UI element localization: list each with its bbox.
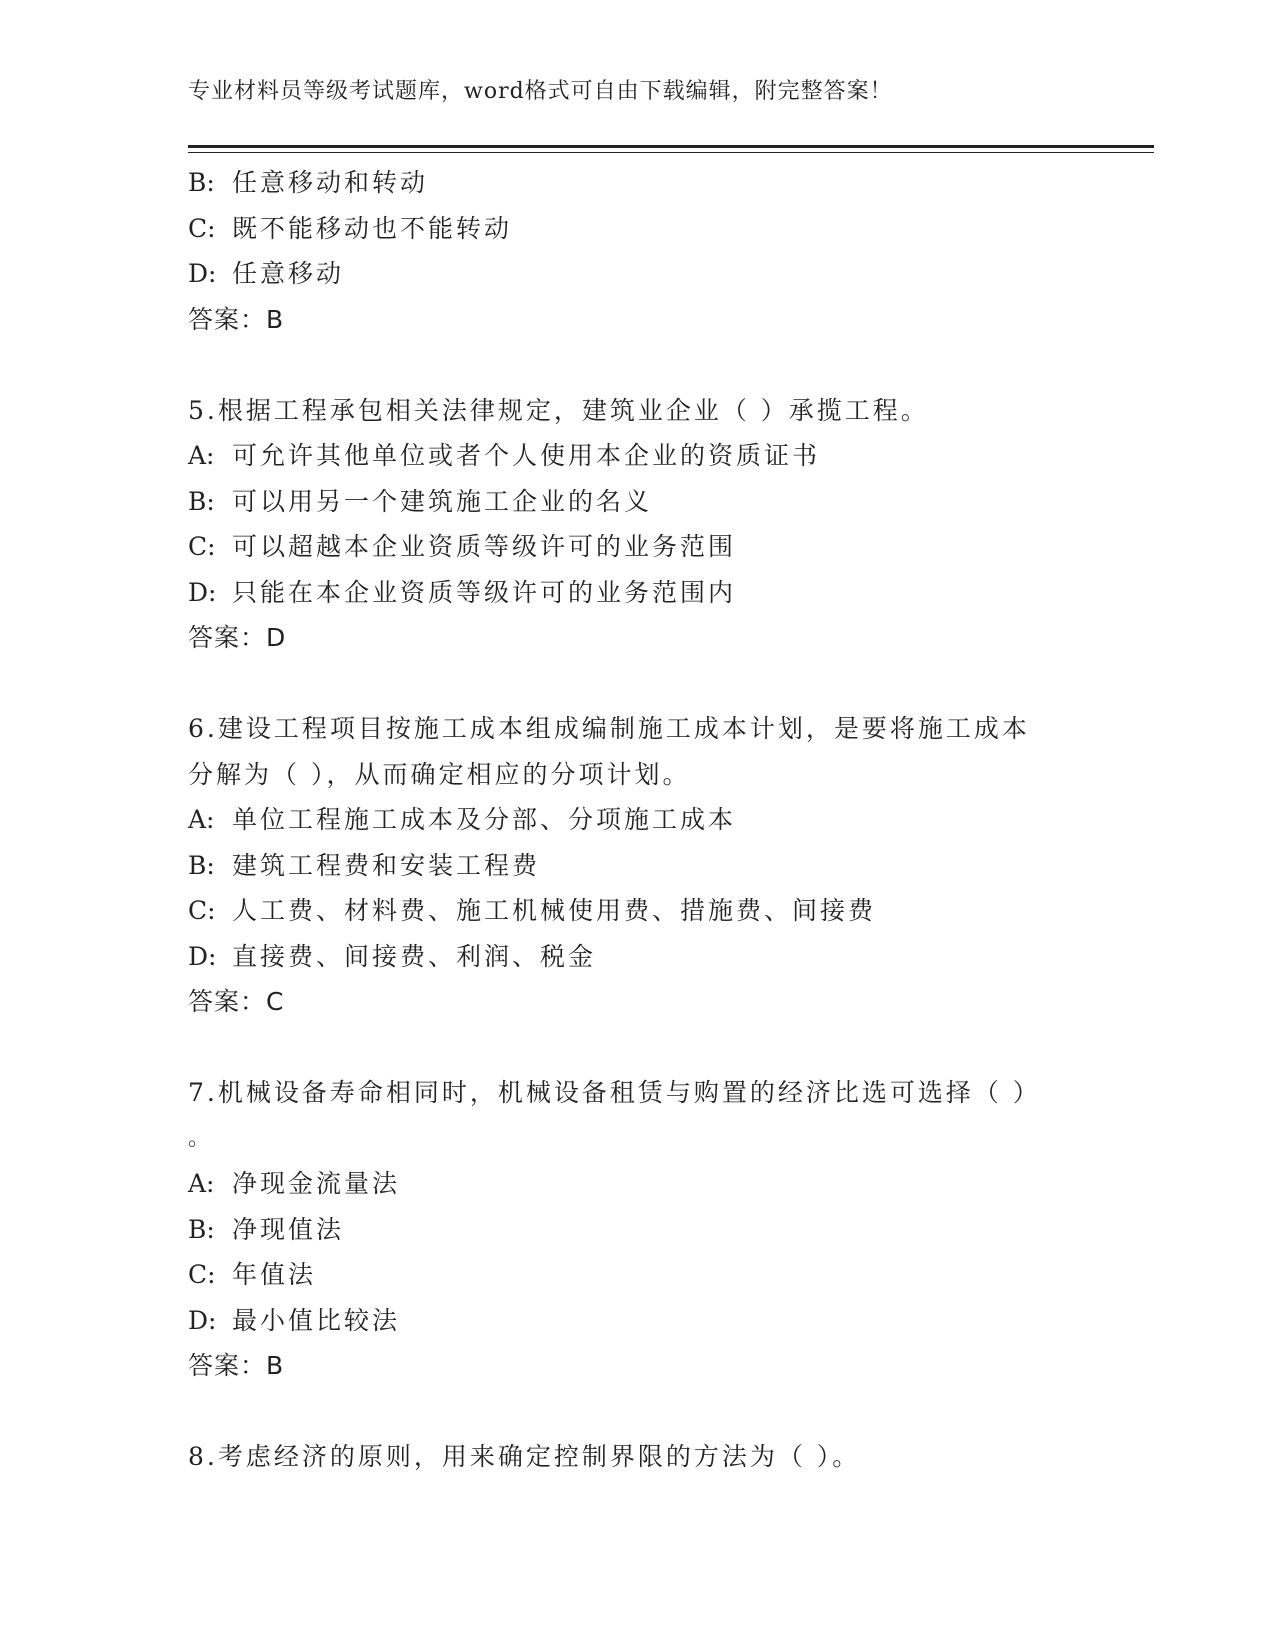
option-letter: B: [188, 486, 215, 516]
question-text-continued: 。 [188, 1125, 214, 1151]
option-letter: A: [188, 805, 215, 834]
question-text-continued: 分解为（ ），从而确定相应的分项计划。 [188, 759, 691, 789]
option-letter: A: [188, 1169, 215, 1198]
answer: 答案：B [188, 1351, 285, 1380]
option-text: 可以用另一个建筑施工企业的名义 [232, 486, 653, 516]
option-letter: B: [188, 168, 215, 197]
option-c [188, 1252, 1108, 1298]
option-b [188, 160, 1108, 206]
answer: 答案：B [188, 304, 285, 334]
question-text: 5.根据工程承包相关法律规定，建筑业企业（ ）承揽工程。 [188, 395, 929, 425]
option-b [188, 1207, 1108, 1253]
option-c [188, 524, 1108, 570]
option-text: 可以超越本企业资质等级许可的业务范围 [232, 532, 737, 561]
option-a [188, 797, 1108, 843]
option-text: 净现金流量法 [232, 1169, 401, 1198]
question-text: 7.机械设备寿命相同时，机械设备租赁与购置的经济比选可选择（ ） [188, 1078, 1041, 1107]
question-list [188, 160, 1108, 1480]
option-text: 最小值比较法 [232, 1305, 401, 1335]
option-letter: D: [188, 941, 217, 971]
answer: 答案：C [188, 987, 285, 1016]
question-block [188, 388, 1108, 661]
option-c [188, 206, 1108, 252]
option-text: 建筑工程费和安装工程费 [232, 850, 541, 880]
option-text: 任意移动和转动 [232, 168, 429, 197]
option-letter: D: [188, 1305, 217, 1335]
option-text: 年值法 [232, 1260, 317, 1289]
spacer [188, 342, 1108, 388]
option-text: 可允许其他单位或者个人使用本企业的资质证书 [232, 441, 821, 470]
question-block [188, 1434, 1108, 1480]
option-b [188, 843, 1108, 889]
option-text: 直接费、间接费、利润、税金 [232, 941, 597, 971]
option-letter: D: [188, 577, 217, 607]
question-block [188, 1070, 1108, 1389]
spacer [188, 1389, 1108, 1435]
header-divider [188, 145, 1154, 148]
option-d [188, 1298, 1108, 1344]
question-text: 6.建设工程项目按施工成本组成编制施工成本计划，是要将施工成本 [188, 714, 1030, 743]
option-text: 人工费、材料费、施工机械使用费、措施费、间接费 [232, 896, 877, 925]
option-d [188, 934, 1108, 980]
option-letter: D: [188, 259, 217, 288]
option-text: 只能在本企业资质等级许可的业务范围内 [232, 577, 737, 607]
option-letter: A: [188, 441, 215, 470]
question-block [188, 160, 1108, 342]
option-text: 既不能移动也不能转动 [232, 213, 513, 243]
option-letter: C: [188, 896, 216, 925]
question-block [188, 706, 1108, 1025]
option-letter: C: [188, 1260, 216, 1289]
option-letter: C: [188, 532, 216, 561]
option-letter: C: [188, 213, 216, 243]
spacer [188, 1025, 1108, 1071]
option-text: 任意移动 [232, 259, 345, 288]
spacer [188, 661, 1108, 707]
option-letter: B: [188, 1214, 215, 1244]
option-letter: B: [188, 850, 215, 880]
option-text: 单位工程施工成本及分部、分项施工成本 [232, 805, 737, 834]
option-c [188, 888, 1108, 934]
answer: 答案：D [188, 623, 287, 652]
header-divider-thin [188, 152, 1154, 153]
option-a [188, 1161, 1108, 1207]
option-a [188, 433, 1108, 479]
question-text: 8.考虑经济的原则，用来确定控制界限的方法为（ ）。 [188, 1442, 861, 1471]
option-text: 净现值法 [232, 1214, 345, 1244]
option-b [188, 479, 1108, 525]
option-d [188, 251, 1108, 297]
option-d [188, 570, 1108, 616]
page-header: 专业材料员等级考试题库，word格式可自由下载编辑，附完整答案！ [188, 79, 893, 104]
